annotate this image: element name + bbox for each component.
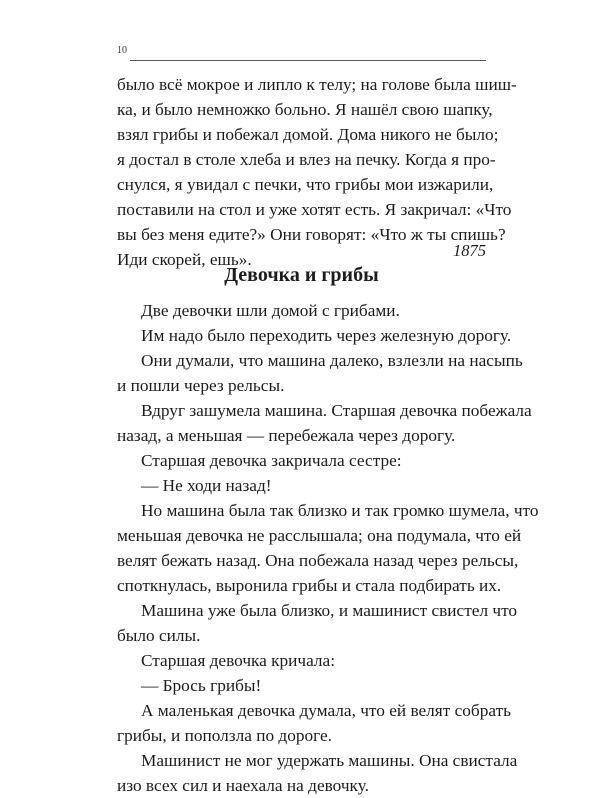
text-line: Машина уже была близко, и машинист свистел что — [141, 601, 518, 620]
story-date: 1875 — [453, 241, 486, 260]
text-line: было силы. — [117, 626, 201, 645]
text-line: вы без меня едите?» Они говорят: «Что ж ты спишь? — [117, 225, 506, 244]
text-line: ка, и было немножко больно. Я нашёл свою шапку, — [117, 100, 493, 119]
text-line: меньшая девочка не расслышала; она подумала, что ей — [117, 526, 522, 545]
text-line: Им надо было переходить через железную дорогу. — [141, 326, 512, 345]
text-line: поставили на стол и уже хотят есть. Я закричал: «Что — [117, 200, 512, 219]
text-line: Старшая девочка кричала: — [141, 651, 336, 670]
text-line: Машинист не мог удержать машины. Она свистала — [141, 751, 518, 770]
story-text — [117, 298, 539, 798]
text-line: изо всех сил и наехала на девочку. — [117, 776, 369, 795]
text-line: снулся, я увидал с печки, что грибы мои изжарили, — [117, 175, 494, 194]
text-line: А маленькая девочка думала, что ей велят собрать — [141, 701, 512, 720]
text-line: я достал в столе хлеба и влез на печку. Когда я про- — [117, 150, 496, 169]
text-line: споткнулась, выронила грибы и стала подбирать их. — [117, 576, 502, 595]
text-line: и пошли через рельсы. — [117, 376, 285, 395]
text-line: Вдруг зашумела машина. Старшая девочка побежала — [141, 401, 532, 420]
text-line: — Не ходи назад! — [141, 476, 272, 495]
text-line: велят бежать назад. Она побежала назад через рельсы, — [117, 551, 519, 570]
text-line: — Брось грибы! — [141, 676, 262, 695]
story-title: Девочка и грибы — [224, 264, 379, 286]
text-line: Старшая девочка закричала сестре: — [141, 451, 402, 470]
text-line: было всё мокрое и липло к телу; на голове была шиш- — [117, 75, 517, 94]
text-line: грибы, и поползла по дороге. — [117, 726, 332, 745]
page-number: 10 — [117, 45, 127, 56]
text-line: Но машина была так близко и так громко шумела, что — [141, 501, 539, 520]
text-line: взял грибы и побежал домой. Дома никого не было; — [117, 125, 499, 144]
text-line: Они думали, что машина далеко, взлезли на насыпь — [141, 351, 523, 370]
running-head — [117, 46, 486, 62]
text-line: Две девочки шли домой с грибами. — [141, 301, 400, 320]
header-rule — [130, 60, 486, 61]
text-line: Иди скорей, ешь». — [117, 250, 252, 269]
text-line: назад, а меньшая — перебежала через дорогу. — [117, 426, 456, 445]
